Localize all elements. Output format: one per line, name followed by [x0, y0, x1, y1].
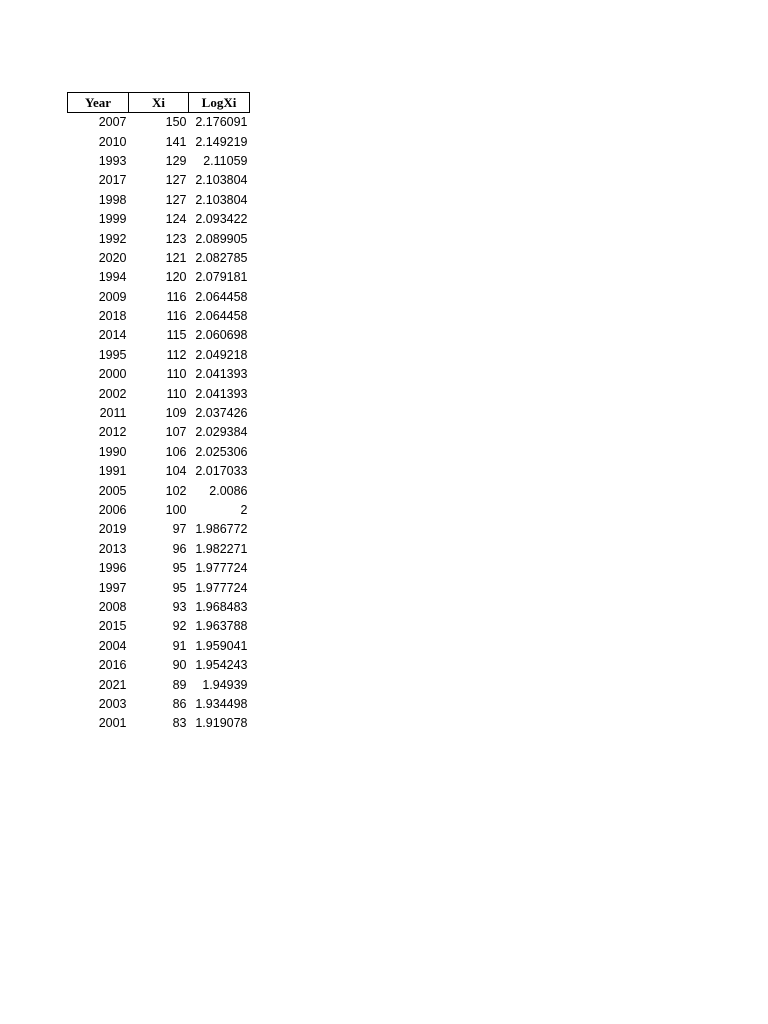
cell-logxi[interactable]: 1.954243 — [195, 658, 248, 673]
cell-logxi[interactable]: 2.017033 — [195, 464, 248, 479]
cell-year[interactable]: 1995 — [98, 347, 127, 362]
cell-logxi[interactable]: 2.041393 — [195, 386, 248, 401]
cell-logxi[interactable]: 1.968483 — [195, 599, 248, 614]
cell-xi[interactable]: 100 — [165, 503, 187, 517]
cell-xi[interactable]: 120 — [165, 270, 187, 285]
table-row — [68, 637, 250, 656]
header-logxi[interactable]: LogXi — [189, 93, 250, 113]
cell-logxi[interactable]: 1.959041 — [195, 638, 248, 653]
table-row — [68, 578, 250, 597]
table-row — [68, 307, 250, 326]
cell-logxi[interactable]: 1.94939 — [202, 677, 248, 692]
cell-year[interactable]: 2019 — [98, 522, 127, 537]
table-row — [68, 249, 250, 268]
table-row — [68, 714, 250, 733]
cell-logxi[interactable]: 1.963788 — [195, 619, 248, 634]
cell-xi[interactable]: 121 — [165, 250, 187, 265]
table-row — [68, 462, 250, 481]
cell-xi[interactable]: 89 — [172, 677, 187, 692]
cell-year[interactable]: 2002 — [98, 386, 127, 401]
cell-year[interactable]: 2020 — [98, 250, 127, 265]
cell-year[interactable]: 2018 — [98, 309, 127, 324]
cell-year[interactable]: 2016 — [98, 658, 127, 673]
cell-xi[interactable]: 109 — [165, 406, 187, 421]
cell-year[interactable]: 1997 — [98, 580, 127, 595]
cell-logxi[interactable]: 1.934498 — [195, 696, 248, 711]
table-row — [68, 132, 250, 151]
header-row — [68, 93, 250, 113]
cell-xi[interactable]: 107 — [165, 425, 187, 440]
cell-xi[interactable]: 112 — [166, 347, 187, 362]
cell-year[interactable]: 2000 — [98, 367, 127, 382]
spreadsheet-area — [67, 92, 250, 734]
cell-year[interactable]: 1990 — [98, 444, 127, 459]
table-row — [68, 152, 250, 171]
table-row — [68, 268, 250, 287]
cell-xi[interactable]: 116 — [166, 289, 187, 304]
data-table — [67, 92, 250, 734]
cell-year[interactable]: 1992 — [98, 231, 127, 246]
cell-year[interactable]: 2004 — [98, 638, 127, 653]
cell-logxi[interactable]: 1.919078 — [195, 716, 248, 731]
cell-year[interactable]: 2012 — [98, 425, 127, 440]
cell-xi[interactable]: 115 — [166, 328, 187, 343]
cell-logxi[interactable]: 2.041393 — [195, 367, 248, 382]
cell-xi[interactable]: 129 — [165, 153, 187, 168]
table-row — [68, 423, 250, 442]
table-row — [68, 501, 250, 520]
table-row — [68, 598, 250, 617]
table-row — [68, 404, 250, 423]
table-row — [68, 191, 250, 210]
cell-xi[interactable]: 95 — [172, 580, 187, 595]
cell-year[interactable]: 2015 — [98, 619, 127, 634]
cell-year[interactable]: 2011 — [99, 406, 127, 421]
cell-xi[interactable]: 97 — [172, 522, 187, 537]
table-row — [68, 559, 250, 578]
cell-xi[interactable]: 110 — [166, 386, 187, 401]
cell-logxi[interactable]: 2.176091 — [195, 115, 248, 130]
cell-logxi[interactable]: 2.079181 — [195, 270, 248, 285]
cell-logxi[interactable]: 2.089905 — [195, 231, 248, 246]
cell-year[interactable]: 2003 — [98, 696, 127, 711]
cell-logxi[interactable]: 2.064458 — [195, 289, 248, 304]
cell-logxi[interactable]: 2.0086 — [209, 483, 248, 498]
cell-xi[interactable]: 127 — [165, 192, 187, 207]
cell-logxi[interactable]: 2.049218 — [195, 347, 248, 362]
cell-xi[interactable]: 93 — [172, 599, 187, 614]
cell-year[interactable]: 2007 — [98, 115, 127, 130]
cell-year[interactable]: 2010 — [98, 134, 127, 149]
cell-year[interactable]: 1994 — [98, 270, 127, 285]
cell-xi[interactable]: 110 — [166, 367, 187, 382]
cell-xi[interactable]: 90 — [172, 658, 187, 673]
table-row — [68, 229, 250, 248]
cell-xi[interactable]: 104 — [165, 464, 187, 479]
table-row — [68, 675, 250, 694]
cell-xi[interactable]: 124 — [165, 212, 187, 227]
cell-xi[interactable]: 106 — [165, 444, 187, 459]
cell-year[interactable]: 2021 — [98, 677, 127, 692]
table-row — [68, 346, 250, 365]
cell-year[interactable]: 2013 — [98, 541, 127, 556]
cell-xi[interactable]: 92 — [172, 619, 187, 634]
cell-logxi[interactable]: 2.103804 — [195, 192, 248, 207]
table-row — [68, 288, 250, 307]
cell-logxi[interactable]: 1.977724 — [195, 561, 248, 576]
cell-logxi[interactable]: 2.11059 — [203, 153, 248, 168]
cell-xi[interactable]: 86 — [172, 696, 187, 711]
cell-year[interactable]: 1999 — [98, 212, 127, 227]
cell-xi[interactable]: 96 — [172, 541, 187, 556]
cell-year[interactable]: 2009 — [98, 289, 127, 304]
cell-logxi[interactable]: 2.064458 — [195, 309, 248, 324]
table-row — [68, 384, 250, 403]
cell-logxi[interactable]: 2.060698 — [195, 328, 248, 343]
table-row — [68, 656, 250, 675]
cell-year[interactable]: 1991 — [98, 464, 127, 479]
table-row — [68, 520, 250, 539]
cell-xi[interactable]: 150 — [165, 115, 187, 130]
table-row — [68, 171, 250, 190]
table-row — [68, 443, 250, 462]
cell-logxi[interactable]: 1.986772 — [195, 522, 248, 537]
cell-logxi[interactable]: 2.025306 — [195, 444, 248, 459]
cell-xi[interactable]: 95 — [172, 561, 187, 576]
cell-logxi[interactable]: 2 — [240, 503, 248, 517]
table-row — [68, 210, 250, 229]
cell-xi[interactable]: 91 — [172, 638, 187, 653]
cell-logxi[interactable]: 2.082785 — [195, 250, 248, 265]
cell-year[interactable]: 1996 — [98, 561, 127, 576]
cell-year[interactable]: 2006 — [98, 503, 127, 517]
cell-year[interactable]: 1993 — [98, 153, 127, 168]
table-body — [68, 113, 250, 734]
cell-year[interactable]: 1998 — [98, 192, 127, 207]
cell-xi[interactable]: 116 — [166, 309, 187, 324]
cell-year[interactable]: 2017 — [98, 173, 127, 188]
table-header — [68, 93, 250, 113]
cell-year[interactable]: 2005 — [98, 483, 127, 498]
cell-logxi[interactable]: 2.103804 — [195, 173, 248, 188]
cell-logxi[interactable]: 1.982271 — [195, 541, 248, 556]
table-row — [68, 481, 250, 500]
cell-xi[interactable]: 102 — [165, 483, 187, 498]
cell-xi[interactable]: 83 — [172, 716, 187, 731]
cell-logxi[interactable]: 1.977724 — [195, 580, 248, 595]
cell-logxi[interactable]: 2.037426 — [195, 406, 248, 421]
table-row — [68, 540, 250, 559]
cell-xi[interactable]: 141 — [165, 134, 187, 149]
header-xi[interactable]: Xi — [129, 93, 189, 113]
cell-year[interactable]: 2014 — [98, 328, 127, 343]
cell-year[interactable]: 2001 — [98, 716, 127, 731]
table-row — [68, 326, 250, 345]
cell-xi[interactable]: 123 — [165, 231, 187, 246]
table-row — [68, 695, 250, 714]
table-row — [68, 365, 250, 384]
header-year[interactable]: Year — [68, 93, 129, 113]
cell-logxi[interactable]: 2.093422 — [195, 212, 248, 227]
cell-year[interactable]: 2008 — [98, 599, 127, 614]
cell-logxi[interactable]: 2.149219 — [195, 134, 248, 149]
table-row — [68, 113, 250, 133]
table-row — [68, 617, 250, 636]
cell-logxi[interactable]: 2.029384 — [195, 425, 248, 440]
cell-xi[interactable]: 127 — [165, 173, 187, 188]
